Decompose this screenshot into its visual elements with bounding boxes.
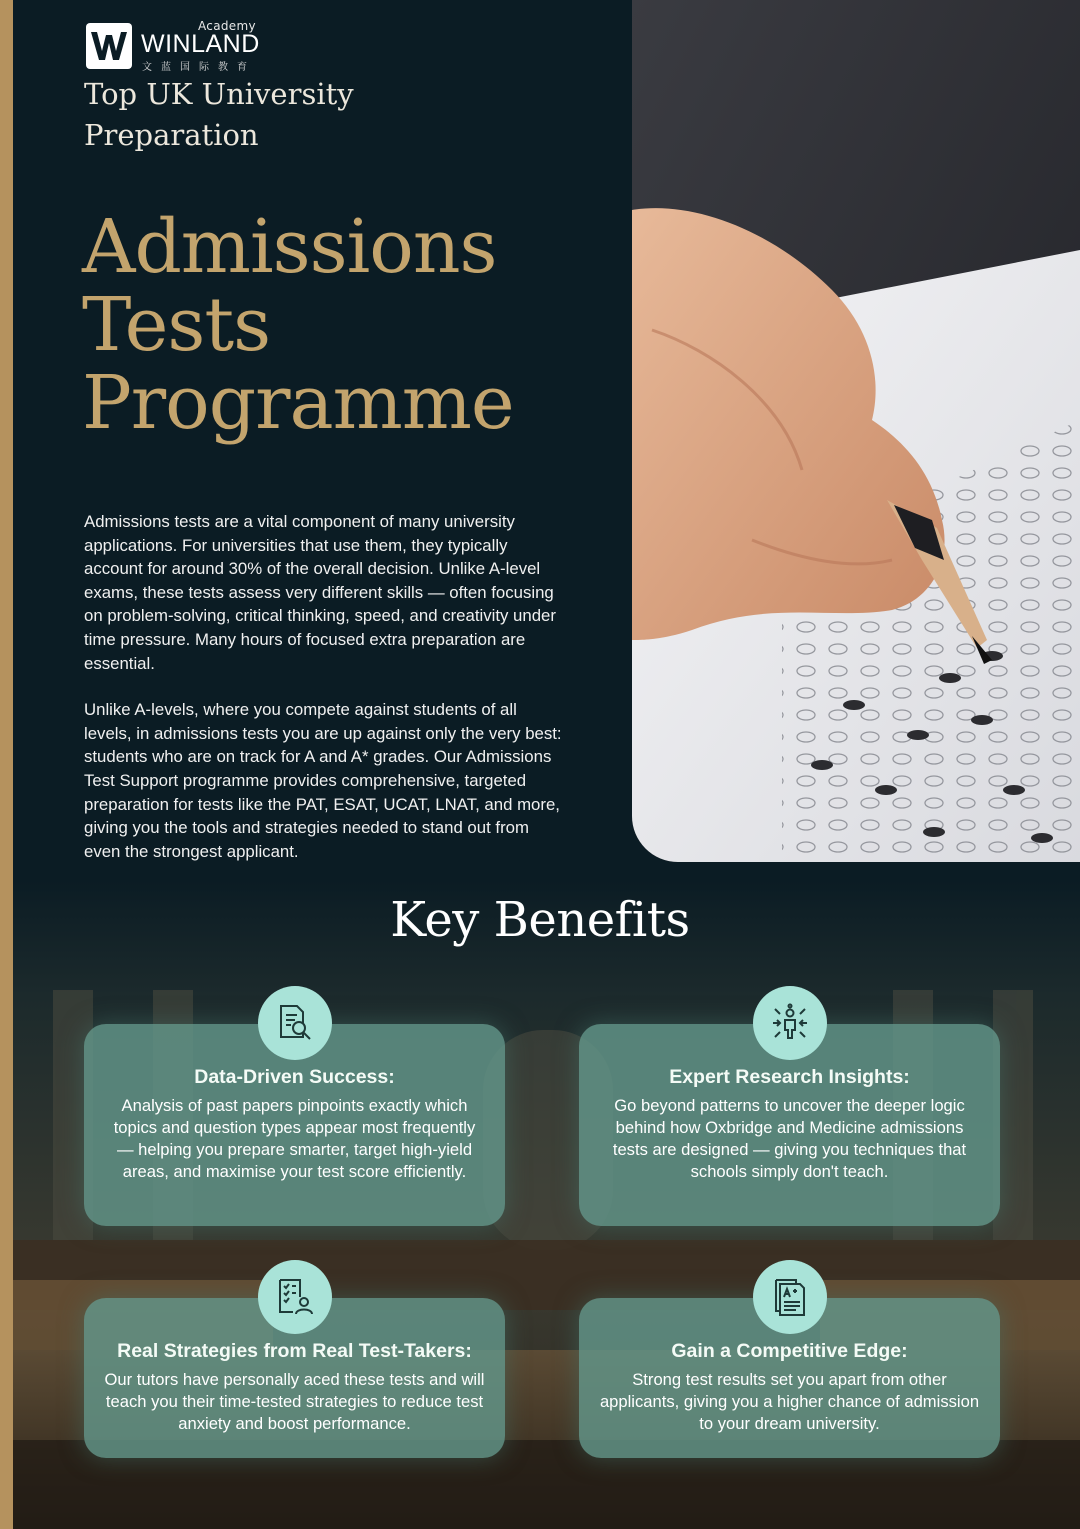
- subtitle-line: Top UK University: [84, 77, 354, 111]
- logo-mark-icon: [86, 23, 132, 69]
- benefit-title: Gain a Competitive Edge:: [671, 1340, 908, 1362]
- gold-edge-strip: [0, 0, 13, 1529]
- title-line: Tests: [82, 282, 271, 368]
- benefit-card: [579, 1024, 1000, 1226]
- title-line: Admissions: [82, 204, 497, 290]
- benefit-text: Go beyond patterns to uncover the deeper logic behind how Oxbridge and Medicine admissions tests are designed — giving you techniques that schools simply don't teach.: [612, 1096, 967, 1181]
- benefit-title: Data-Driven Success:: [194, 1066, 395, 1088]
- intro-paragraph: Unlike A-levels, where you compete against students of all levels, in admissions tests you are up against only the very best: students who are on track for A and A* grades. Our Admissions Test Support programme provides comprehensive, targeted preparation for tests like the PAT, ESAT, UCAT, LNAT, and more, giving you the tools and strategies needed to stand out from even the strongest applicant.: [84, 700, 562, 861]
- subtitle-line: Preparation: [84, 118, 259, 152]
- title-line: Programme: [82, 360, 514, 446]
- benefit-card: [84, 1298, 505, 1458]
- benefit-title: Expert Research Insights:: [669, 1066, 910, 1088]
- logo-chinese-text: 文蓝国际教育: [142, 62, 256, 73]
- document-search-icon: [258, 986, 332, 1060]
- page-title: [82, 204, 602, 446]
- benefits-heading: Key Benefits: [390, 892, 690, 948]
- benefit-card: [84, 1024, 505, 1226]
- logo-name-text: WINLAND: [141, 30, 260, 58]
- answer-sheet-photo: [632, 0, 1080, 862]
- checklist-person-icon: [258, 1260, 332, 1334]
- person-insight-icon: [753, 986, 827, 1060]
- benefit-card: [579, 1298, 1000, 1458]
- intro-text: [84, 510, 564, 886]
- benefit-text: Strong test results set you apart from other applicants, giving you a higher chance of admission to your dream university.: [599, 1370, 980, 1433]
- page-subtitle: [84, 74, 404, 156]
- winland-logo: [86, 20, 276, 72]
- benefit-text: Analysis of past papers pinpoints exactly which topics and question types appear most frequently — helping you prepare smarter, target high-yield areas, and maximise your test score efficiently.: [113, 1096, 476, 1181]
- grade-paper-icon: [753, 1260, 827, 1334]
- benefit-text: Our tutors have personally aced these tests and will teach you their time-tested strategies to reduce test anxiety and boost performance.: [104, 1370, 485, 1433]
- logo-academy-text: Academy: [198, 19, 256, 33]
- benefit-title: Real Strategies from Real Test-Takers:: [117, 1340, 472, 1362]
- intro-paragraph: Admissions tests are a vital component of many university applications. For universities that use them, they typically account for around 30% of the overall decision. Unlike A-level exams, these tests assess very different skills — often focusing on problem-solving, critical thinking, speed, and creativity under time pressure. Many hours of focused extra preparation are essential.: [84, 512, 556, 673]
